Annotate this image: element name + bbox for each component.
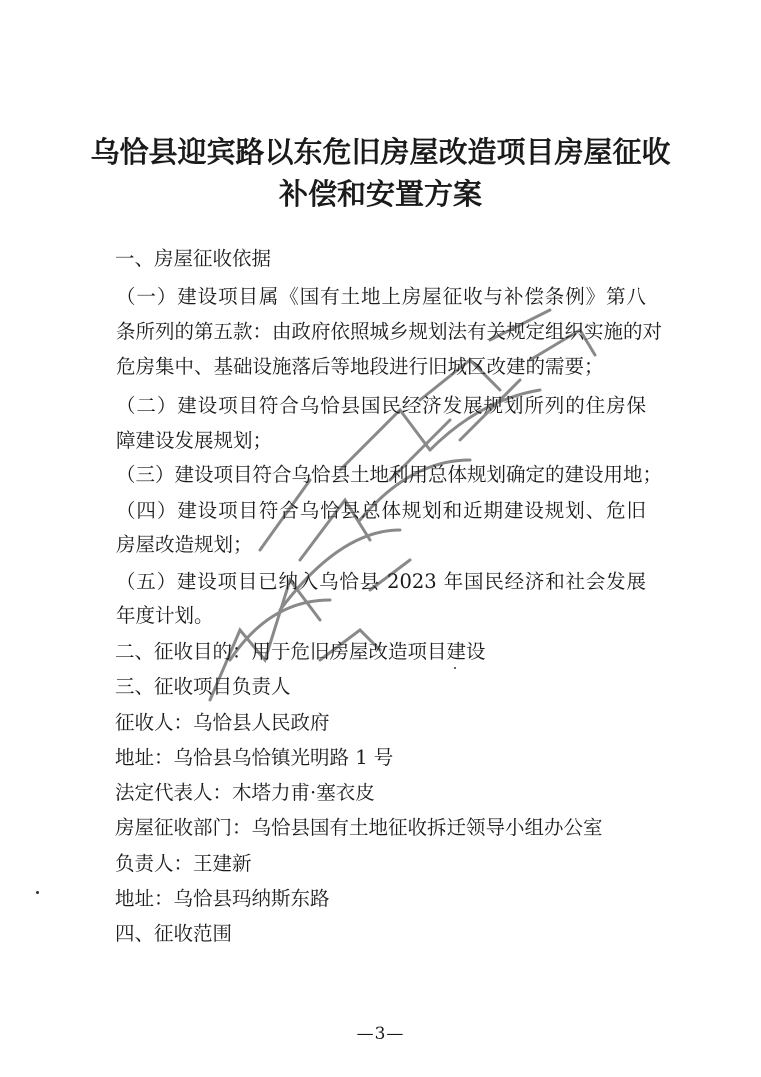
paragraph-line: 条所列的第五款：由政府依照城乡规划法有关规定组织实施的对	[116, 320, 663, 343]
info-line-address: 地址：乌恰县乌恰镇光明路 1 号	[115, 746, 394, 769]
scan-speck	[454, 667, 456, 669]
page-number: —3—	[356, 1024, 405, 1044]
section-heading-basis: 一、房屋征收依据	[115, 247, 272, 270]
paragraph-line: 年度计划。	[116, 604, 214, 627]
paragraph-line: （四）建设项目符合乌恰县总体规划和近期建设规划、危旧	[116, 499, 646, 522]
paragraph-line: （五）建设项目已纳入乌恰县 2023 年国民经济和社会发展	[116, 570, 646, 593]
info-line-expropriator: 征收人：乌恰县人民政府	[115, 711, 330, 734]
info-line-department-address: 地址：乌恰县玛纳斯东路	[115, 887, 330, 910]
section-heading-responsible: 三、征收项目负责人	[115, 675, 291, 698]
paragraph-line: （三）建设项目符合乌恰县土地利用总体规划确定的建设用地；	[116, 463, 663, 486]
info-line-department: 房屋征收部门：乌恰县国有土地征收拆迁领导小组办公室	[115, 816, 603, 839]
scan-speck	[36, 891, 39, 894]
paragraph-line: （一）建设项目属《国有土地上房屋征收与补偿条例》第八	[116, 285, 646, 308]
paragraph-line: （二）建设项目符合乌恰县国民经济发展规划所列的住房保	[116, 394, 646, 417]
paragraph-line: 房屋改造规划；	[116, 533, 253, 556]
info-line-person-in-charge: 负责人：王建新	[115, 852, 252, 875]
section-heading-scope: 四、征收范围	[115, 922, 233, 945]
document-title-line-1: 乌恰县迎宾路以东危旧房屋改造项目房屋征收	[90, 135, 671, 169]
paragraph-line: 障建设发展规划；	[116, 429, 273, 452]
info-line-legal-representative: 法定代表人：木塔力甫·塞衣皮	[115, 781, 375, 804]
document-title-line-2: 补偿和安置方案	[278, 177, 482, 211]
paragraph-line: 危房集中、基础设施落后等地段进行旧城区改建的需要；	[116, 355, 604, 378]
section-heading-purpose: 二、征收目的：用于危旧房屋改造项目建设	[115, 640, 486, 663]
